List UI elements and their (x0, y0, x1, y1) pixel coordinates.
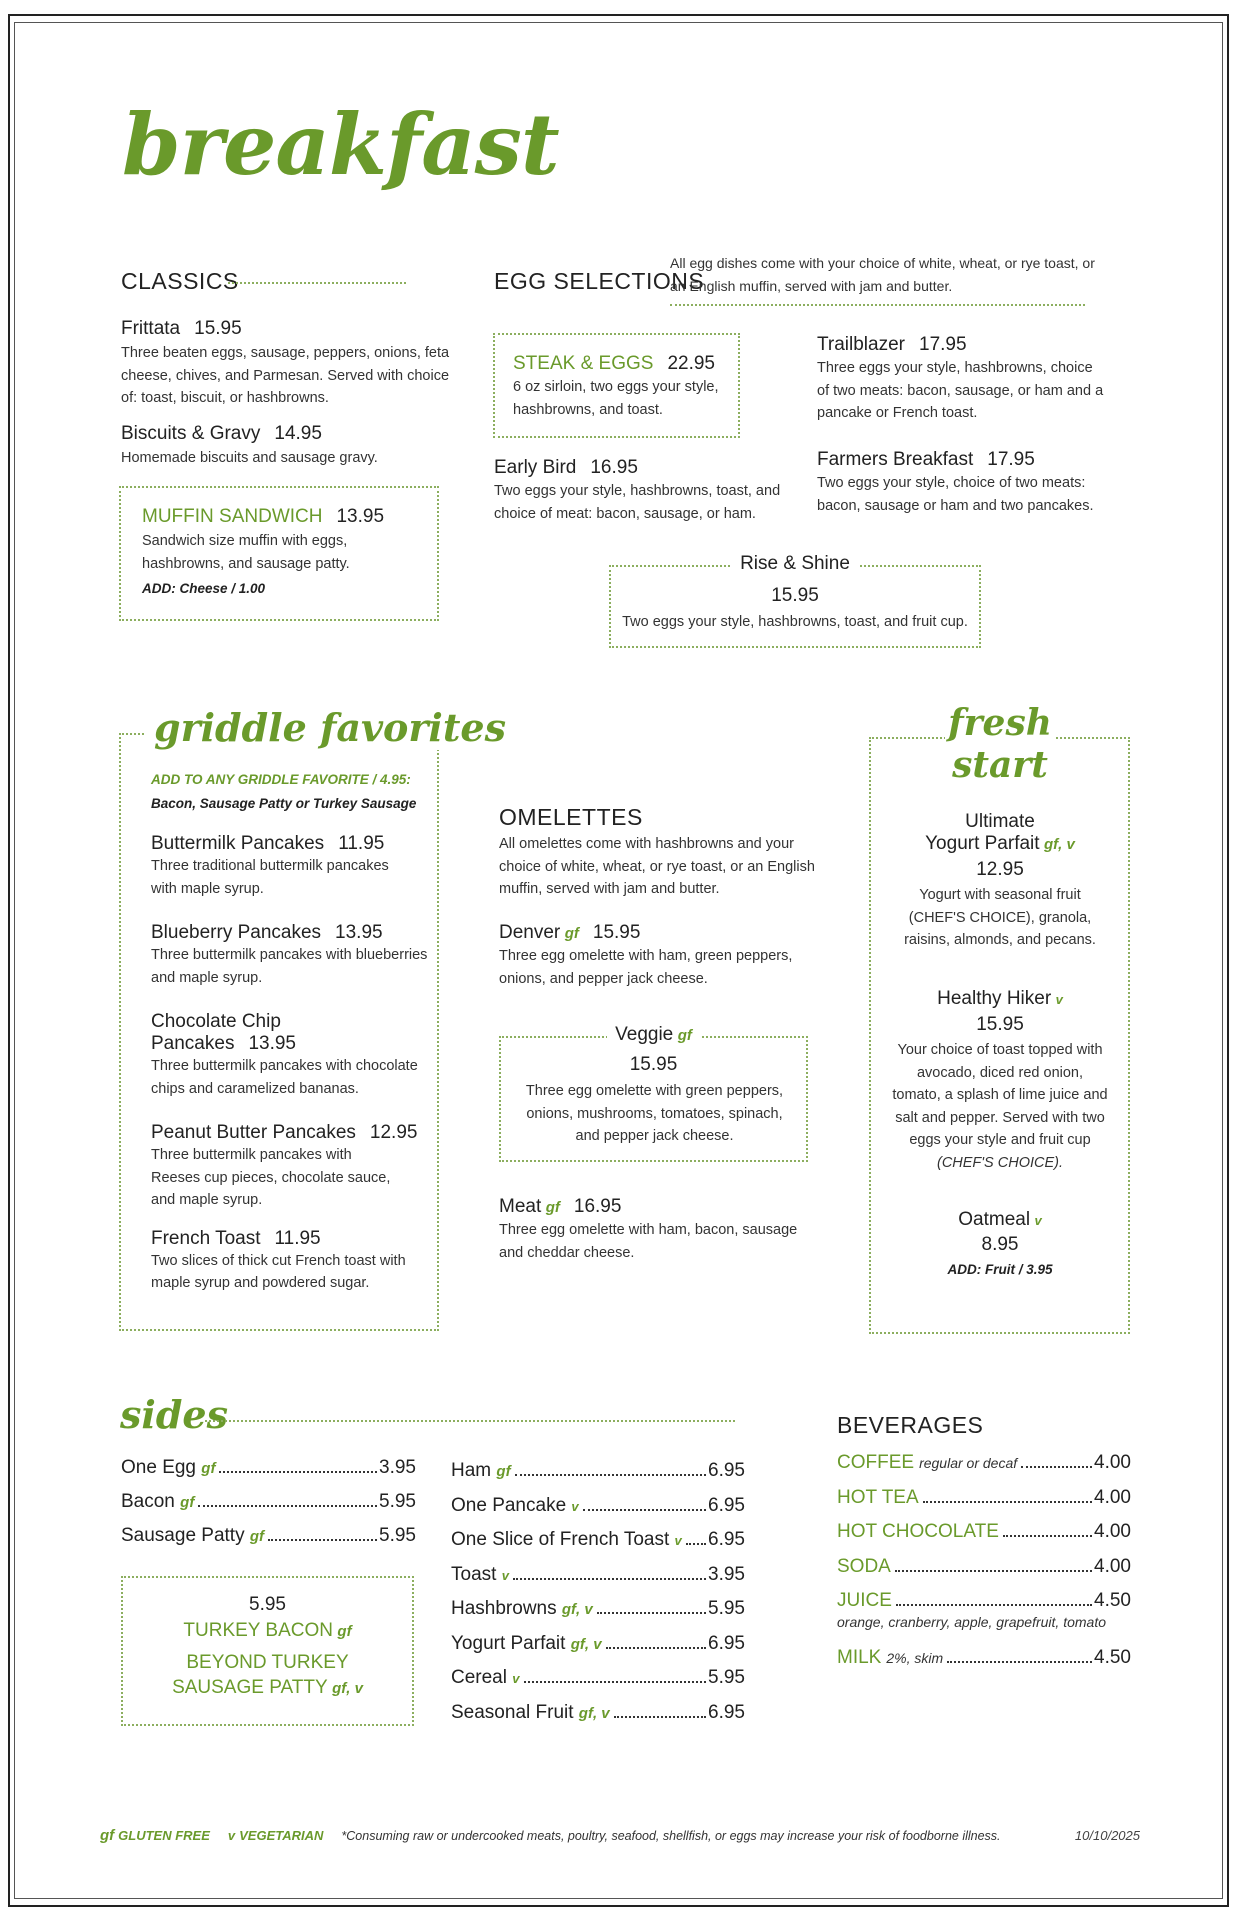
beverage-price: 4.50 (1094, 1590, 1131, 1611)
frittata-name: Frittata (121, 318, 181, 339)
omelettes-heading: OMELETTES (499, 804, 643, 830)
side-name: Ham (451, 1460, 492, 1481)
healthy-hiker-item (880, 988, 1120, 1174)
side-row (451, 1598, 745, 1633)
gluten-free-icon: gf (564, 925, 579, 942)
classics-heading: CLASSICS (121, 268, 239, 294)
side-row (451, 1702, 745, 1737)
beverage-sub: regular or decaf (919, 1455, 1018, 1471)
vegetarian-icon: v (571, 1498, 579, 1514)
trailblazer-price: 17.95 (919, 334, 967, 355)
blueberry-item (151, 922, 431, 989)
side-price: 5.95 (708, 1598, 745, 1619)
side-row (451, 1460, 745, 1495)
oatmeal-price: 8.95 (981, 1234, 1019, 1255)
buttermilk-name: Buttermilk Pancakes (151, 833, 325, 854)
vegetarian-icon: v (227, 1828, 236, 1843)
veggie-desc: Three egg omelette with green peppers, onions, mushrooms, tomatoes, spinach, and pepper jack cheese. (525, 1083, 784, 1144)
meat-desc: Three egg omelette with ham, bacon, sausage and cheddar cheese. (499, 1222, 798, 1261)
veggie-box (499, 1024, 808, 1162)
rise-shine-box (609, 553, 981, 648)
side-name: Cereal (451, 1667, 507, 1688)
sides-right-list (451, 1460, 745, 1736)
chocolate-chip-price: 13.95 (248, 1033, 296, 1054)
classics-divider (228, 282, 406, 284)
sides-divider (205, 1420, 735, 1422)
french-toast-item (151, 1228, 431, 1295)
side-name: Yogurt Parfait (451, 1632, 566, 1654)
gluten-free-icon: gf (180, 1494, 195, 1511)
veggie-name: Veggie (615, 1024, 674, 1045)
side-price: 6.95 (708, 1701, 745, 1723)
buttermilk-item (151, 833, 431, 900)
beverage-row (837, 1556, 1131, 1591)
side-name: Seasonal Fruit (451, 1701, 574, 1723)
muffin-price: 13.95 (336, 506, 385, 527)
griddle-add-line: ADD TO ANY GRIDDLE FAVORITE / 4.95: (151, 772, 411, 787)
beverage-row (837, 1452, 1131, 1487)
oatmeal-add: ADD: Fruit / 3.95 (947, 1262, 1053, 1277)
steak-eggs-box (493, 333, 740, 438)
beyond-turkey-name-1: BEYOND TURKEY (186, 1652, 349, 1673)
griddle-content (151, 772, 431, 1295)
denver-price: 15.95 (592, 922, 641, 943)
early-bird-name: Early Bird (494, 457, 577, 478)
peanut-butter-price: 12.95 (369, 1122, 418, 1143)
gluten-free-icon: gf (545, 1199, 560, 1216)
vegetarian-label: VEGETARIAN (239, 1828, 324, 1843)
side-price: 5.95 (379, 1491, 416, 1512)
side-name: One Pancake (451, 1494, 567, 1516)
meat-price: 16.95 (573, 1196, 622, 1217)
gluten-free-icon: gf (337, 1623, 352, 1640)
side-name: Bacon (121, 1491, 175, 1512)
oatmeal-item (880, 1209, 1120, 1277)
beverage-name: HOT TEA (837, 1486, 919, 1508)
french-toast-name: French Toast (151, 1227, 261, 1249)
hiker-desc-2: (CHEF'S CHOICE). (936, 1154, 1064, 1171)
vegetarian-icon: v (501, 1567, 509, 1583)
peanut-butter-desc: Three buttermilk pancakes with Reeses cup pieces, chocolate sauce, and maple syrup. (151, 1147, 391, 1208)
gluten-free-label: GLUTEN FREE (118, 1828, 210, 1843)
omelettes-note: All omelettes come with hashbrowns and your choice of white, wheat, or rye toast, or an English muffin, served with jam and butter. (499, 836, 815, 897)
side-name: Toast (451, 1563, 497, 1585)
gluten-free-icon: gf (496, 1463, 511, 1480)
chocolate-chip-item (151, 1011, 431, 1100)
parfait-item (880, 811, 1120, 952)
fresh-title-line2: start (952, 744, 1048, 786)
turkey-price: 5.95 (249, 1594, 286, 1615)
rise-shine-price: 15.95 (771, 585, 819, 606)
parfait-desc-1: Yogurt with seasonal fruit (919, 887, 1081, 903)
early-bird-price: 16.95 (590, 457, 638, 478)
french-toast-price: 11.95 (274, 1227, 321, 1249)
beverage-name: JUICE (837, 1590, 892, 1611)
beverage-price: 4.00 (1094, 1486, 1131, 1508)
footer (100, 1827, 1140, 1844)
french-toast-desc: Two slices of thick cut French toast with maple syrup and powdered sugar. (151, 1252, 406, 1291)
beverage-row (837, 1647, 1131, 1682)
biscuits-desc: Homemade biscuits and sausage gravy. (121, 450, 378, 466)
buttermilk-price: 11.95 (338, 833, 385, 854)
blueberry-desc: Three buttermilk pancakes with blueberries and maple syrup. (151, 947, 428, 986)
gluten-free-vegetarian-icon: gf, v (570, 1635, 602, 1653)
griddle-add-items: Bacon, Sausage Patty or Turkey Sausage (151, 796, 417, 811)
vegetarian-icon: v (1055, 992, 1063, 1007)
side-price: 3.95 (708, 1563, 745, 1585)
trailblazer-desc: Three eggs your style, hashbrowns, choice of two meats: bacon, sausage, or ham and a pancake or French toast. (817, 360, 1104, 421)
parfait-desc-2: (CHEF'S CHOICE), granola, raisins, almonds, and pecans. (904, 909, 1096, 948)
menu-title: breakfast (122, 95, 559, 194)
gluten-free-icon: gf (249, 1528, 265, 1545)
gluten-free-vegetarian-icon: gf, v (578, 1704, 610, 1722)
side-row (451, 1633, 745, 1668)
foodborne-warning: *Consuming raw or undercooked meats, poultry, seafood, shellfish, or eggs may increase your risk of foodborne illness. (341, 1829, 1001, 1843)
side-price: 6.95 (708, 1460, 745, 1481)
peanut-butter-name: Peanut Butter Pancakes (151, 1122, 356, 1143)
blueberry-price: 13.95 (335, 922, 383, 943)
muffin-box (119, 486, 439, 621)
side-price: 5.95 (708, 1667, 745, 1688)
side-name: Sausage Patty (121, 1525, 245, 1546)
steak-eggs-desc: 6 oz sirloin, two eggs your style, hashbrowns, and toast. (513, 379, 719, 418)
biscuits-name: Biscuits & Gravy (121, 423, 261, 444)
trailblazer-name: Trailblazer (817, 334, 905, 355)
side-price: 6.95 (708, 1494, 745, 1516)
rise-shine-name: Rise & Shine (732, 553, 858, 574)
denver-desc: Three egg omelette with ham, green peppers, onions, and pepper jack cheese. (499, 948, 793, 987)
farmers-item (817, 449, 1107, 517)
juice-options: orange, cranberry, apple, grapefruit, tomato (837, 1614, 1107, 1630)
gluten-free-vegetarian-icon: gf, v (332, 1680, 363, 1697)
turkey-box (121, 1576, 414, 1726)
hiker-desc: Your choice of toast topped with avocado, diced red onion, tomato, a splash of lime juice and salt and pepper. Served with two eggs your style and fruit cup (892, 1042, 1108, 1148)
meat-name: Meat (499, 1196, 542, 1217)
gluten-free-vegetarian-icon: gf, v (1044, 836, 1075, 853)
rise-shine-desc: Two eggs your style, hashbrowns, toast, and fruit cup. (622, 614, 968, 630)
hiker-name: Healthy Hiker (937, 988, 1052, 1009)
beverage-price: 4.00 (1094, 1555, 1131, 1577)
gluten-free-icon: gf (201, 1460, 216, 1477)
side-row (451, 1529, 745, 1564)
side-row (121, 1457, 416, 1491)
beverages-heading: BEVERAGES (837, 1412, 984, 1438)
trailblazer-item (817, 334, 1107, 425)
side-row (121, 1491, 416, 1525)
beverage-name: SODA (837, 1555, 891, 1577)
frittata-item (121, 318, 451, 410)
farmers-name: Farmers Breakfast (817, 449, 974, 470)
gluten-free-icon: gf (677, 1027, 692, 1044)
vegetarian-icon: v (512, 1671, 520, 1686)
frittata-desc: Three beaten eggs, sausage, peppers, onions, feta cheese, chives, and Parmesan. Served with choice of: toast, biscuit, or hashbrowns. (121, 345, 450, 406)
beverage-name: MILK (837, 1647, 882, 1668)
beverage-row (837, 1521, 1131, 1556)
griddle-title: griddle favorites (146, 705, 514, 750)
vegetarian-icon: v (674, 1533, 682, 1548)
muffin-desc: Sandwich size muffin with eggs, hashbrowns, and sausage patty. (142, 533, 350, 572)
side-row (121, 1525, 416, 1559)
buttermilk-desc: Three traditional buttermilk pancakes with maple syrup. (151, 858, 389, 897)
veggie-price: 15.95 (629, 1054, 678, 1075)
eggs-divider (670, 304, 1085, 306)
fresh-start-title (945, 702, 1055, 786)
side-price: 6.95 (708, 1529, 745, 1550)
sides-title: sides (120, 1392, 228, 1437)
beverage-row (837, 1590, 1131, 1614)
parfait-price: 12.95 (976, 859, 1024, 880)
farmers-desc: Two eggs your style, choice of two meats: bacon, sausage or ham and two pancakes. (817, 475, 1094, 514)
chocolate-chip-name: Chocolate Chip Pancakes (151, 1011, 281, 1054)
beyond-turkey-name-2: SAUSAGE PATTY (172, 1677, 328, 1698)
side-row (451, 1495, 745, 1530)
side-row (451, 1564, 745, 1599)
biscuits-price: 14.95 (274, 423, 322, 444)
vegetarian-icon: v (1034, 1213, 1042, 1228)
eggs-note: All egg dishes come with your choice of white, wheat, or rye toast, or an English muffin, served with jam and butter. (670, 255, 1095, 294)
beverage-name: COFFEE (837, 1452, 915, 1473)
beverage-sub: 2%, skim (886, 1650, 944, 1666)
steak-eggs-price: 22.95 (667, 353, 715, 374)
side-price: 6.95 (708, 1632, 745, 1654)
eggs-heading: EGG SELECTIONS (494, 268, 705, 294)
muffin-add: ADD: Cheese / 1.00 (142, 581, 266, 596)
sides-left-list (121, 1457, 416, 1559)
side-name: Hashbrowns (451, 1598, 557, 1619)
muffin-name: MUFFIN SANDWICH (142, 506, 323, 527)
parfait-name-1: Ultimate (965, 811, 1035, 832)
blueberry-name: Blueberry Pancakes (151, 922, 322, 943)
peanut-butter-item (151, 1122, 431, 1212)
biscuits-item (121, 423, 451, 470)
side-row (451, 1667, 745, 1702)
beverage-price: 4.00 (1094, 1452, 1131, 1473)
menu-date: 10/10/2025 (1074, 1828, 1140, 1843)
hiker-price: 15.95 (976, 1014, 1024, 1035)
gluten-free-icon: gf (100, 1827, 115, 1844)
denver-name: Denver (499, 922, 561, 943)
side-price: 5.95 (379, 1525, 416, 1546)
steak-eggs-name: STEAK & EGGS (513, 353, 654, 374)
gluten-free-vegetarian-icon: gf, v (561, 1601, 593, 1618)
beverage-price: 4.50 (1094, 1647, 1131, 1668)
beverages-list (837, 1452, 1131, 1682)
early-bird-item (494, 457, 794, 525)
side-price: 3.95 (379, 1457, 416, 1478)
denver-item (499, 922, 799, 990)
beverage-price: 4.00 (1094, 1521, 1131, 1542)
parfait-name-2: Yogurt Parfait (925, 833, 1040, 854)
oatmeal-name: Oatmeal (958, 1209, 1031, 1230)
beverage-name: HOT CHOCOLATE (837, 1521, 999, 1542)
turkey-bacon-name: TURKEY BACON (183, 1620, 333, 1641)
early-bird-desc: Two eggs your style, hashbrowns, toast, and choice of meat: bacon, sausage, or ham. (494, 483, 781, 522)
side-name: One Slice of French Toast (451, 1529, 670, 1550)
side-name: One Egg (121, 1457, 196, 1478)
chocolate-chip-desc: Three buttermilk pancakes with chocolate chips and caramelized bananas. (151, 1058, 418, 1097)
farmers-price: 17.95 (987, 449, 1035, 470)
frittata-price: 15.95 (194, 318, 242, 339)
fresh-title-line1: fresh (948, 702, 1052, 744)
beverage-row (837, 1487, 1131, 1522)
meat-item (499, 1196, 809, 1264)
